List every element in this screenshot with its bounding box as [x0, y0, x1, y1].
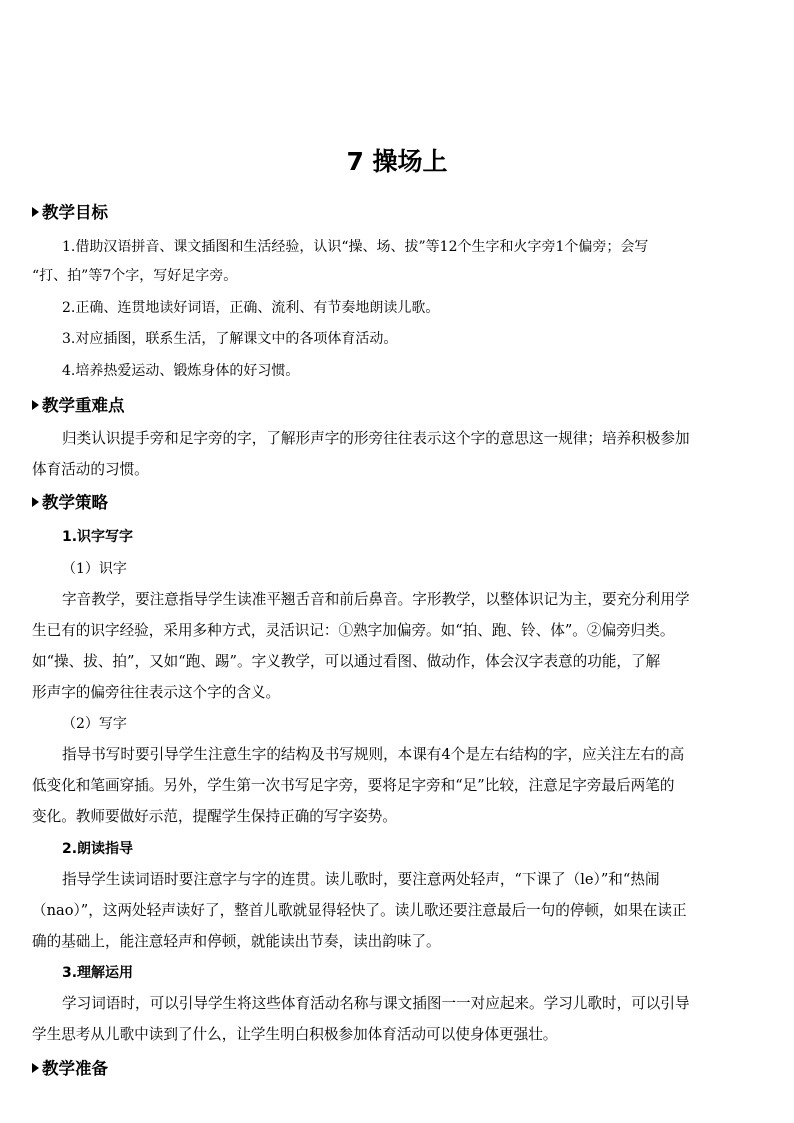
triangle-bullet-icon — [32, 400, 39, 410]
strategy-application-title: 3.理解运用 — [62, 965, 134, 981]
section-heading-preparation: 教学准备 — [32, 1057, 108, 1081]
recognize-line-3: 如“操、拔、拍”，又如“跑、踢”。字义教学，可以通过看图、做动作，体会汉字表意的功能，了解 — [32, 653, 661, 670]
write-line-1: 指导书写时要引导学生注意生字的结构及书写规则，本课有4个是左右结构的字，应关注左右的高 — [62, 746, 685, 763]
page-title: 7 操场上 — [346, 147, 448, 176]
reading-line-2: （nao）”，这两处轻声读好了，整首儿歌就显得轻快了。读儿歌还要注意最后一句的停顿，如果在读正 — [32, 902, 687, 919]
section-heading-key-points: 教学重难点 — [32, 394, 125, 418]
key-points-line-2: 体育活动的习惯。 — [32, 461, 149, 478]
recognize-line-4: 形声字的偏旁往往表示这个字的含义。 — [32, 684, 281, 701]
goal-item-2: 2.正确、连贯地读好词语，正确、流利、有节奏地朗读儿歌。 — [62, 300, 440, 316]
goal-item-3: 3.对应插图，联系生活，了解课文中的各项体育活动。 — [62, 331, 398, 347]
reading-line-1: 指导学生读词语时要注意字与字的连贯。读儿歌时，要注意两处轻声，“下课了（le）”和“热闹 — [62, 871, 660, 888]
goal-item-1-cont: “打、拍”等7个字，写好足字旁。 — [32, 268, 238, 284]
write-line-3: 变化。教师要做好示范，提醒学生保持正确的写字姿势。 — [32, 808, 397, 825]
recognize-line-1: 字音教学，要注意指导学生读准平翘舌音和前后鼻音。字形教学，以整体识记为主，要充分利用学 — [62, 591, 690, 608]
goal-item-4: 4.培养热爱运动、锻炼身体的好习惯。 — [62, 363, 300, 379]
goal-item-1: 1.借助汉语拼音、课文插图和生活经验，认识“操、场、拔”等12个生字和火字旁1个偏旁；会写 — [62, 239, 649, 255]
strategy-literacy-title: 1.识字写字 — [62, 529, 134, 545]
reading-line-3: 确的基础上，能注意轻声和停顿，就能读出节奏，读出韵味了。 — [32, 933, 441, 950]
strategy-reading-title: 2.朗读指导 — [62, 841, 134, 857]
key-points-line-1: 归类认识提手旁和足字旁的字，了解形声字的形旁往往表示这个字的意思这一规律；培养积极参加 — [62, 430, 690, 447]
strategy-recognize-title: （1）识字 — [62, 561, 127, 577]
recognize-line-2: 生已有的识字经验，采用多种方式，灵活识记：①熟字加偏旁。如“拍、跑、铃、体”。②偏旁归类。 — [32, 622, 675, 639]
section-heading-goals: 教学目标 — [32, 201, 108, 225]
write-line-2: 低变化和笔画穿插。另外，学生第一次书写足字旁，要将足字旁和“足”比较，注意足字旁最后两笔的 — [32, 777, 675, 794]
application-line-2: 学生思考从儿歌中读到了什么，让学生明白积极参加体育活动可以使身体更强壮。 — [32, 1026, 558, 1043]
section-heading-strategy: 教学策略 — [32, 491, 108, 515]
triangle-bullet-icon — [32, 497, 39, 507]
strategy-write-title: （2）写字 — [62, 716, 127, 732]
triangle-bullet-icon — [32, 1063, 39, 1073]
application-line-1: 学习词语时，可以引导学生将这些体育活动名称与课文插图一一对应起来。学习儿歌时，可以引导 — [62, 995, 690, 1012]
triangle-bullet-icon — [32, 207, 39, 217]
